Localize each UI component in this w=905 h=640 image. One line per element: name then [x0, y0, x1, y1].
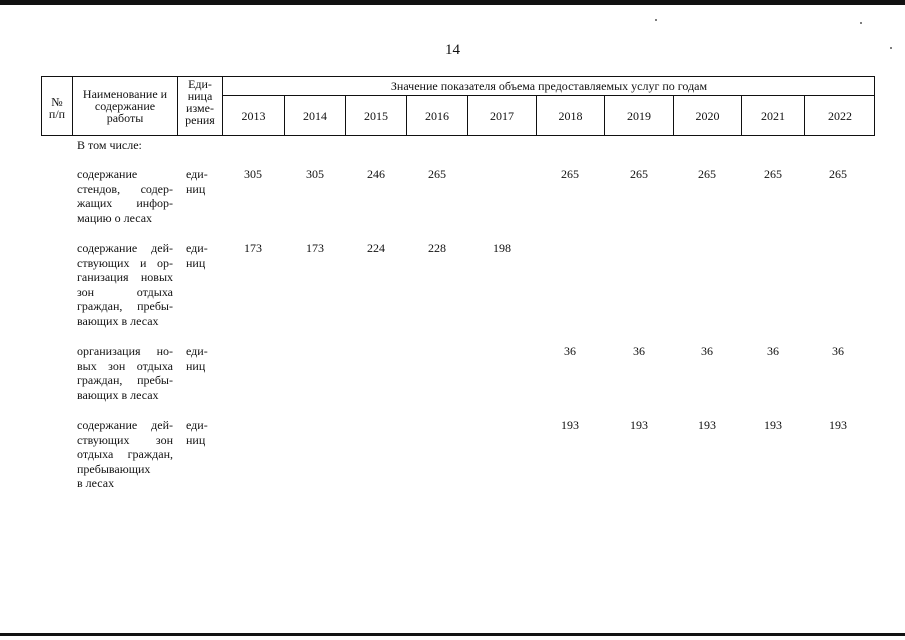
value-cell: 198 [493, 241, 511, 255]
page-number: 14 [445, 42, 460, 58]
year-header: 2019 [627, 109, 651, 123]
name-line: содержание дей- [77, 418, 173, 432]
value-cell: 246 [367, 167, 385, 181]
header-text: работы [106, 111, 144, 125]
header-text: содержание [94, 99, 156, 113]
name-line: содержание дей- [77, 241, 173, 255]
header-text: ница [187, 89, 213, 103]
year-header: 2022 [828, 109, 852, 123]
header-text: № [51, 95, 63, 109]
value-cell: 36 [701, 344, 713, 358]
row-name [77, 167, 173, 225]
value-cell: 265 [630, 167, 648, 181]
header-text: Наименование и [82, 87, 168, 101]
unit-line: ниц [186, 255, 206, 270]
name-line: вающих в лесах [77, 313, 159, 328]
value-cell: 265 [764, 167, 782, 181]
unit-line: еди- [186, 167, 208, 181]
header-text: рения [185, 113, 215, 127]
value-cell: 193 [561, 418, 579, 432]
section-label: В том числе: [77, 138, 142, 152]
unit-line: ниц [186, 181, 206, 196]
scan-speck [860, 22, 862, 24]
row-unit [186, 344, 216, 373]
year-header: 2013 [241, 109, 266, 123]
year-header: 2017 [490, 109, 514, 123]
name-line: жащих инфор- [77, 196, 173, 211]
year-header: 2018 [558, 109, 583, 123]
header-text: Еди- [188, 77, 212, 91]
value-cell: 224 [367, 241, 385, 255]
value-cell: 228 [428, 241, 446, 255]
unit-line: еди- [186, 418, 208, 432]
unit-line: еди- [186, 241, 208, 255]
name-line: ствующих зон [77, 432, 173, 447]
value-cell: 305 [244, 167, 262, 181]
year-header: 2016 [425, 109, 449, 123]
header-text: п/п [48, 107, 66, 121]
unit-column-header [178, 78, 222, 126]
value-cell: 36 [633, 344, 645, 358]
name-line: ганизация новых [77, 270, 173, 285]
year-header: 2015 [364, 109, 388, 123]
unit-line: ниц [186, 358, 206, 373]
name-line: вых зон отдыха [77, 358, 173, 373]
value-cell: 193 [630, 418, 648, 432]
name-line: граждан, пребы- [77, 299, 173, 314]
value-cell: 193 [698, 418, 716, 432]
name-line: отдыха граждан, [77, 447, 173, 462]
row-name [77, 241, 173, 329]
value-cell: 305 [306, 167, 324, 181]
value-cell: 265 [561, 167, 579, 181]
value-cell: 173 [306, 241, 324, 255]
row-name [77, 418, 173, 491]
unit-line: еди- [186, 344, 208, 358]
name-line: содержание [77, 167, 138, 181]
name-line: в лесах [77, 476, 115, 491]
value-cell: 265 [829, 167, 847, 181]
year-header: 2014 [303, 109, 327, 123]
scan-speck [655, 19, 657, 21]
years-group-header: Значение показателя объема предоставляемых услуг по годам [390, 79, 708, 93]
row-unit [186, 167, 216, 196]
value-cell: 173 [244, 241, 262, 255]
name-line: вающих в лесах [77, 387, 159, 402]
year-header: 2021 [761, 109, 785, 123]
name-line: ствующих и ор- [77, 255, 173, 270]
name-line: стендов, содер- [77, 181, 173, 196]
name-line: зон отдыха [77, 284, 173, 299]
name-line: пребывающих [77, 461, 151, 476]
header-text: изме- [186, 101, 214, 115]
value-cell: 36 [832, 344, 844, 358]
top-border-rule [0, 0, 905, 5]
number-column-header [42, 96, 72, 120]
bottom-border-rule [0, 633, 905, 636]
value-cell: 193 [829, 418, 847, 432]
name-line: мацию о лесах [77, 210, 153, 225]
value-cell: 36 [767, 344, 779, 358]
unit-line: ниц [186, 432, 206, 447]
year-header: 2020 [695, 109, 720, 123]
name-column-header [73, 88, 177, 124]
row-unit [186, 241, 216, 270]
row-name [77, 344, 173, 402]
name-line: граждан, пребы- [77, 373, 173, 388]
value-cell: 265 [428, 167, 446, 181]
value-cell: 193 [764, 418, 782, 432]
value-cell: 265 [698, 167, 716, 181]
row-unit [186, 418, 216, 447]
value-cell: 36 [564, 344, 576, 358]
name-line: организация но- [77, 344, 173, 358]
